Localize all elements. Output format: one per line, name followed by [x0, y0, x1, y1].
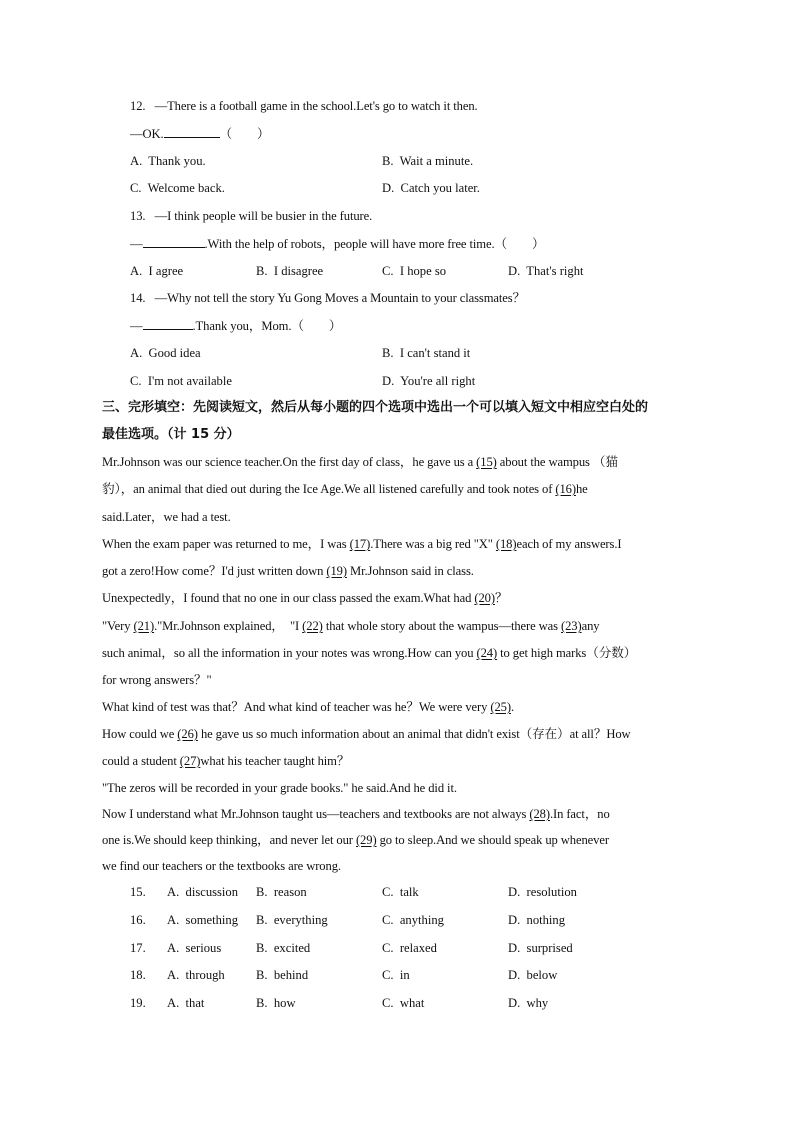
passage-text: Mr.Johnson said in class. [346, 564, 474, 578]
option-d: D. below [508, 968, 558, 982]
q14-answer-blank [143, 317, 193, 330]
passage-text: When the exam paper was returned to me，I was [102, 537, 350, 551]
passage-text: one is.We should keep thinking，and never let our [102, 833, 356, 847]
section-heading-line1: 三、完形填空：先阅读短文，然后从每小题的四个选项中选出一个可以填入短文中相应空白处的 [102, 400, 649, 415]
passage-text: ？ [494, 591, 508, 605]
blank-19: (19) [326, 564, 347, 578]
passage-text: could a student [102, 754, 180, 768]
blank-20: (20) [474, 591, 495, 605]
blank-26: (26) [177, 727, 198, 741]
q12-option-c: C. Welcome back. [130, 181, 225, 195]
passage-text: Now I understand what Mr.Johnson taught us—teachers and textbooks are not always [102, 807, 530, 821]
option-d: D. nothing [508, 913, 566, 927]
passage-line-7 [102, 618, 599, 634]
q12-option-a: A. Thank you. [130, 154, 206, 168]
q12-reply [130, 125, 270, 142]
blank-23: (23) [561, 619, 582, 633]
blank-18: (18) [495, 537, 517, 551]
q13-option-a: A. I agree [130, 264, 184, 278]
passage-text: What kind of test was that？And what kind of teacher was he？We were very [102, 700, 491, 714]
passage-line-12 [102, 753, 349, 769]
option-number: 15. [130, 885, 146, 899]
passage-text: each of my answers.I [516, 537, 622, 551]
passage-text: Mr.Johnson was our science teacher.On the first day of class，he gave us a [102, 455, 477, 469]
passage-line-9: for wrong answers？" [102, 673, 212, 687]
option-c: C. talk [382, 885, 419, 899]
option-number: 16. [130, 913, 146, 927]
blank-15: (15) [476, 455, 497, 469]
q14-stem: 14. —Why not tell the story Yu Gong Moves a Mountain to your classmates？ [130, 291, 526, 305]
blank-16: (16) [555, 482, 576, 496]
option-d: D. surprised [508, 941, 573, 955]
passage-line-2 [102, 481, 588, 497]
q12-option-d: D. Catch you later. [382, 181, 480, 195]
q12-answer-blank [164, 125, 220, 138]
q14-option-a: A. Good idea [130, 346, 201, 360]
option-a: A. something [167, 913, 239, 927]
passage-line-3: said.Later，we had a test. [102, 510, 231, 524]
passage-line-4 [102, 536, 621, 552]
q13-stem: 13. —I think people will be busier in the future. [130, 209, 373, 223]
q12-option-b: B. Wait a minute. [382, 154, 474, 168]
passage-text: Unexpectedly，I found that no one in our class passed the exam.What had [102, 591, 475, 605]
passage-line-6 [102, 590, 507, 606]
option-b: B. how [256, 996, 296, 1010]
option-number: 17. [130, 941, 146, 955]
passage-text: go to sleep.And we should speak up whenever [376, 833, 609, 847]
passage-line-8 [102, 645, 636, 661]
passage-line-5 [102, 563, 474, 579]
passage-line-13: "The zeros will be recorded in your grade books." he said.And he did it. [102, 781, 457, 795]
blank-27: (27) [179, 754, 201, 768]
blank-28: (28) [529, 807, 550, 821]
q14-option-b: B. I can't stand it [382, 346, 471, 360]
q13-option-d: D. That's right [508, 264, 584, 278]
option-number: 18. [130, 968, 146, 982]
option-b: B. excited [256, 941, 311, 955]
option-d: D. resolution [508, 885, 577, 899]
option-number: 19. [130, 996, 146, 1010]
q14-reply-text: .Thank you，Mom.（ ） [192, 319, 342, 333]
blank-22: (22) [302, 619, 323, 633]
q13-reply [130, 235, 544, 252]
blank-29: (29) [355, 833, 377, 847]
blank-17: (17) [349, 537, 371, 551]
q13-reply-text: .With the help of robots，people will have more free time.（ ） [204, 237, 545, 251]
q14-option-c: C. I'm not available [130, 374, 232, 388]
option-b: B. everything [256, 913, 328, 927]
passage-line-1 [102, 454, 618, 470]
q12-reply-prefix: —OK. [130, 127, 164, 141]
passage-text: 豹），an animal that died out during the Ice Age.We all listened carefully and took notes of [102, 482, 556, 496]
option-c: C. in [382, 968, 410, 982]
passage-line-15 [102, 832, 609, 848]
q12-paren: （ ） [219, 127, 270, 141]
option-a: A. serious [167, 941, 222, 955]
option-b: B. reason [256, 885, 307, 899]
passage-text: such animal，so all the information in your notes was wrong.How can you [102, 646, 477, 660]
passage-text: How could we [102, 727, 178, 741]
q13-answer-blank [143, 235, 205, 248]
q12-stem: 12. —There is a football game in the school.Let's go to watch it then. [130, 99, 478, 113]
passage-text: to get high marks（分数） [497, 646, 637, 660]
blank-21: (21) [133, 619, 155, 633]
q14-reply [130, 317, 341, 334]
option-a: A. discussion [167, 885, 239, 899]
passage-line-11 [102, 726, 631, 742]
section-heading-line2: 最佳选项。（计 15 分） [102, 427, 240, 442]
option-c: C. anything [382, 913, 444, 927]
q13-option-c: C. I hope so [382, 264, 447, 278]
passage-text: he gave us so much information about an animal that didn't exist（存在）at all？How [197, 727, 631, 741]
passage-text: ."Mr.Johnson explained， "I [154, 619, 303, 633]
option-c: C. what [382, 996, 425, 1010]
passage-text: .There was a big red "X" [370, 537, 496, 551]
q13-option-b: B. I disagree [256, 264, 324, 278]
passage-text: . [510, 700, 515, 714]
q14-option-d: D. You're all right [382, 374, 476, 388]
q14-reply-prefix: — [130, 319, 143, 333]
passage-text: got a zero!How come？I'd just written down [102, 564, 327, 578]
passage-text: .In fact，no [549, 807, 610, 821]
passage-line-16: we find our teachers or the textbooks are wrong. [102, 859, 341, 873]
passage-text: about the wampus （猫 [496, 455, 618, 469]
blank-25: (25) [490, 700, 511, 714]
option-a: A. through [167, 968, 225, 982]
passage-text: that whole story about the wampus—there was [322, 619, 561, 633]
option-c: C. relaxed [382, 941, 437, 955]
q13-reply-prefix: — [130, 237, 143, 251]
option-a: A. that [167, 996, 205, 1010]
passage-text: "Very [102, 619, 134, 633]
blank-24: (24) [476, 646, 498, 660]
passage-text: any [581, 619, 600, 633]
passage-line-10 [102, 699, 514, 715]
option-d: D. why [508, 996, 549, 1010]
passage-text: he [575, 482, 588, 496]
option-b: B. behind [256, 968, 309, 982]
passage-text: what his teacher taught him？ [200, 754, 350, 768]
passage-line-14 [102, 806, 610, 822]
